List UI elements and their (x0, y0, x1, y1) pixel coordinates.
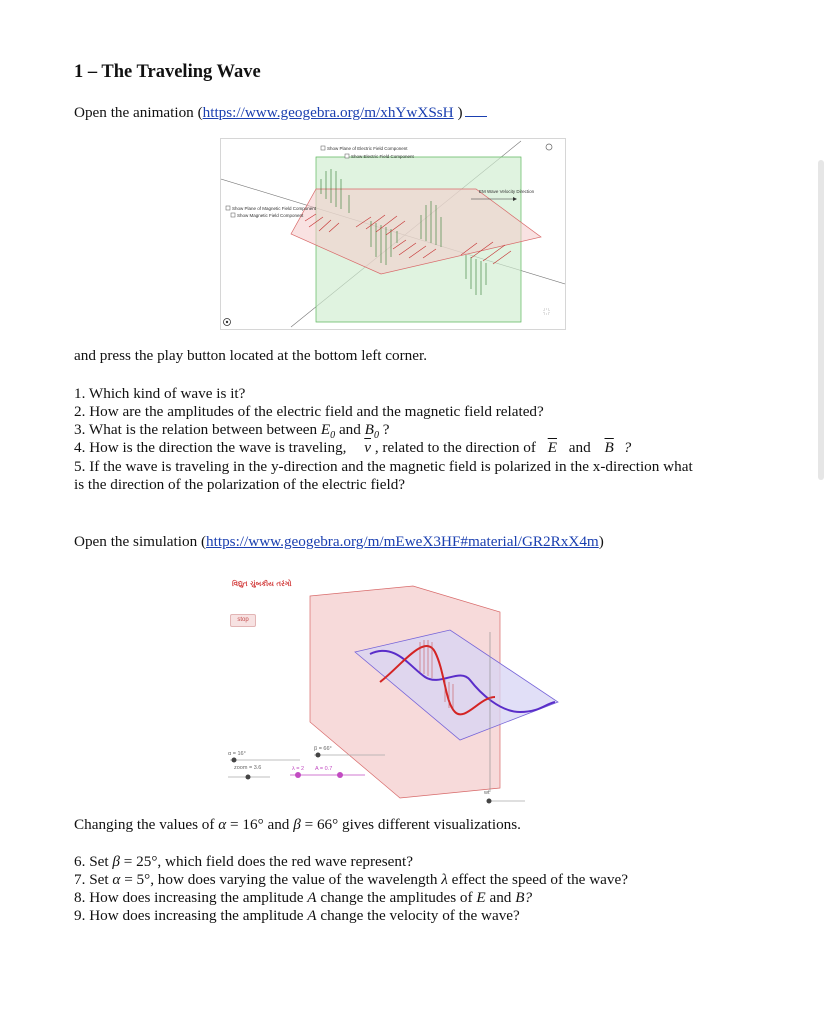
reset-icon[interactable] (546, 144, 552, 150)
vector-e: $\overline{E}$ (547, 439, 557, 456)
beta-slider-knob[interactable] (316, 753, 321, 758)
zoom-slider-knob[interactable] (246, 775, 251, 780)
press-play-text: and press the play button located at the bottom left corner. (74, 347, 428, 364)
velocity-label: EM Wave Velocity Direction (479, 189, 535, 194)
question-5-line-1: 5. If the wave is traveling in the y-direction and the magnetic field is polarized in the x-direction what (74, 458, 693, 475)
amplitude-slider-knob[interactable] (337, 772, 343, 778)
geogebra-animation-applet[interactable] (220, 138, 566, 330)
svg-text:Show Plane of Electric Field C: Show Plane of Electric Field Component (327, 146, 408, 151)
animation-link[interactable]: https://www.geogebra.org/m/xhYwXSsH (202, 104, 454, 121)
question-7: 7. Set α = 5°, how does varying the value of the wavelength λ effect the speed of the wave? (74, 871, 629, 888)
question-4: 4. How is the direction the wave is traveling, $\overline{v}$ , related to the direction of $\overline{E}$ and $\overline{B}$ ? (74, 439, 632, 456)
beta-label: β = 66° (314, 746, 332, 752)
alpha-label: α = 16° (228, 751, 246, 757)
fullscreen-icon[interactable] (544, 309, 549, 314)
link-underline-tail (465, 116, 487, 117)
question-3: 3. What is the relation between between $E_0$ and $B_0$ ? (74, 421, 390, 442)
vector-b: $\overline{B}$ (604, 439, 614, 456)
wave-simulation-view (220, 572, 565, 806)
geogebra-simulation-applet[interactable] (220, 572, 565, 806)
intro-line: Open the animation (https://www.geogebra.org/m/xhYwXSsH ) (74, 104, 487, 122)
play-button[interactable] (224, 319, 231, 326)
question-1: 1. Which kind of wave is it? (74, 385, 246, 402)
svg-text:Show Plane of Magnetic Field C: Show Plane of Magnetic Field Component (232, 206, 317, 211)
simulation-line: Open the simulation (https://www.geogebra.org/m/mEweX3HF#material/GR2RxX4m) (74, 533, 604, 550)
zoom-label: zoom = 3.6 (234, 765, 262, 771)
amplitude-label: A = 0.7 (315, 766, 333, 772)
svg-text:Show Electric Field Component: Show Electric Field Component (351, 154, 414, 159)
stop-button[interactable]: stop (230, 614, 256, 627)
vector-v: $\overline{v}$ (364, 439, 372, 456)
simulation-link[interactable]: https://www.geogebra.org/m/mEweX3HF#material/GR2RxX4m (206, 533, 599, 550)
question-5-line-2: is the direction of the polarization of the electric field? (74, 476, 406, 493)
lambda-label: λ = 2 (292, 766, 305, 772)
check-b-plane[interactable] (226, 206, 317, 211)
scrollbar[interactable] (818, 160, 824, 480)
page-title: 1 – The Traveling Wave (74, 62, 261, 82)
check-e-plane[interactable] (321, 146, 408, 151)
svg-text:Show Magnetic Field Component: Show Magnetic Field Component (237, 213, 304, 218)
lambda-slider-knob[interactable] (295, 772, 301, 778)
question-2: 2. How are the amplitudes of the electric field and the magnetic field related? (74, 403, 544, 420)
wave-3d-view (221, 139, 565, 329)
check-e-field[interactable] (345, 154, 415, 159)
changing-values-text: Changing the values of α = 16° and β = 66° gives different visualizations. (74, 816, 521, 833)
alpha-slider-knob[interactable] (232, 758, 237, 763)
wt-label: wt (484, 790, 490, 796)
wt-slider-knob[interactable] (487, 799, 492, 804)
applet2-title: વિદ્યુત ચુંબકીય તરંગો (232, 580, 292, 588)
question-9: 9. How does increasing the amplitude A change the velocity of the wave? (74, 907, 520, 924)
question-8: 8. How does increasing the amplitude A change the amplitudes of E and B? (74, 889, 533, 906)
check-b-field[interactable] (231, 213, 304, 218)
question-6: 6. Set β = 25°, which field does the red wave represent? (74, 853, 413, 870)
